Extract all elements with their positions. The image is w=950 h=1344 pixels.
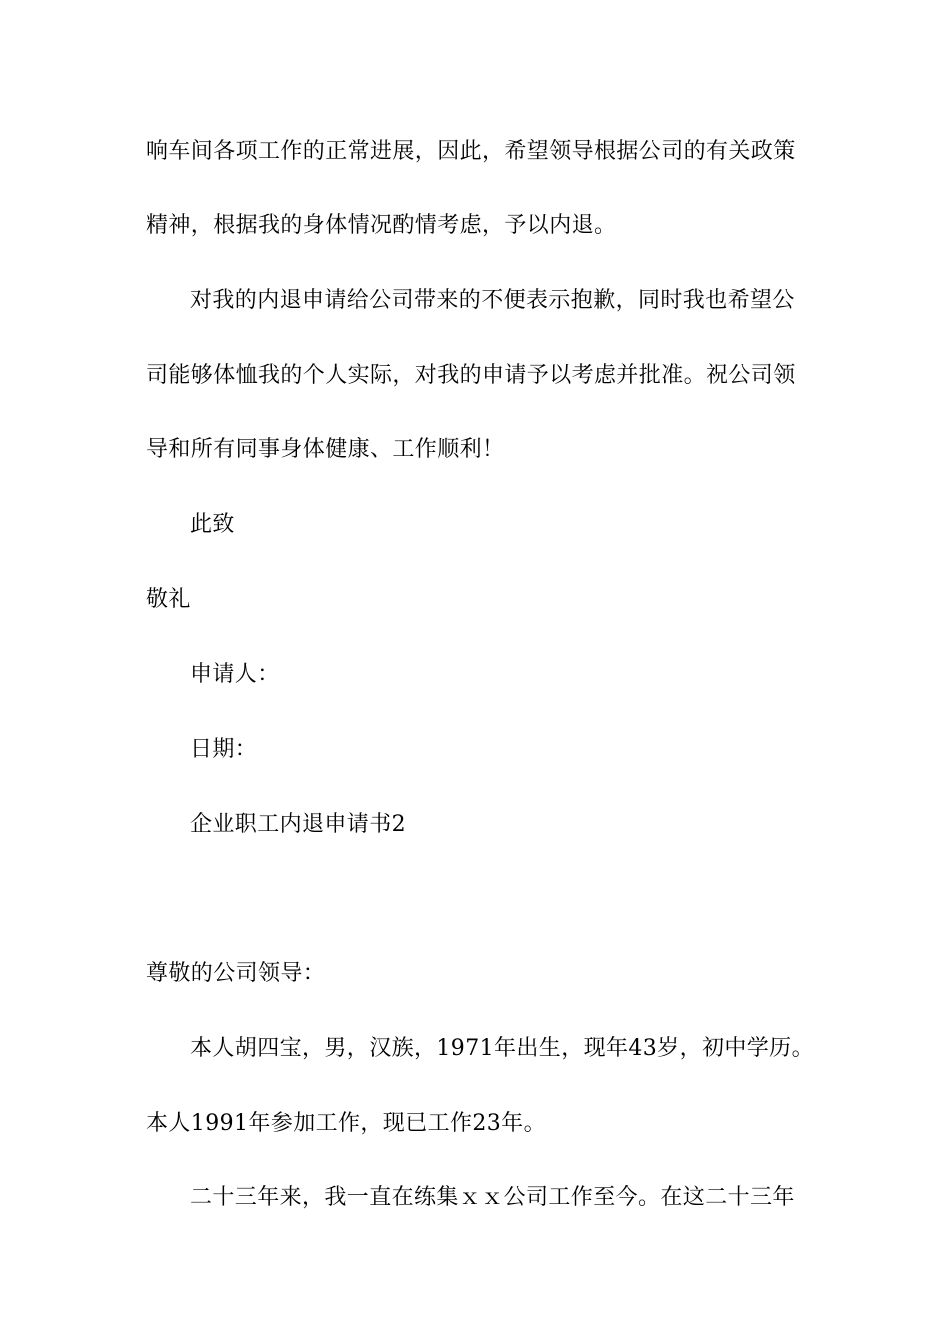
paragraph-line: 响车间各项工作的正常进展，因此，希望领导根据公司的有关政策 xyxy=(146,139,796,164)
paragraph-line: 导和所有同事身体健康、工作顺利！ xyxy=(146,437,505,462)
paragraph-line: 对我的内退申请给公司带来的不便表示抱歉，同时我也希望公 xyxy=(190,288,795,313)
paragraph-line: 司能够体恤我的个人实际，对我的申请予以考虑并批准。祝公司领 xyxy=(146,363,796,388)
closing-salutation: 此致 xyxy=(190,512,235,537)
section-title: 企业职工内退申请书2 xyxy=(190,812,406,837)
paragraph-line: 精神，根据我的身体情况酌情考虑，予以内退。 xyxy=(146,213,617,238)
applicant-label: 申请人： xyxy=(190,662,280,687)
letter-greeting: 尊敬的公司领导： xyxy=(146,961,326,986)
paragraph-line: 本人1991年参加工作，现已工作23年。 xyxy=(146,1111,546,1136)
paragraph-line: 本人胡四宝，男，汉族，1971年出生，现年43岁，初中学历。 xyxy=(190,1036,814,1061)
closing-regards: 敬礼 xyxy=(146,587,191,612)
paragraph-line: 二十三年来，我一直在练集ｘｘ公司工作至今。在这二十三年 xyxy=(190,1185,795,1210)
date-label: 日期： xyxy=(190,737,258,762)
